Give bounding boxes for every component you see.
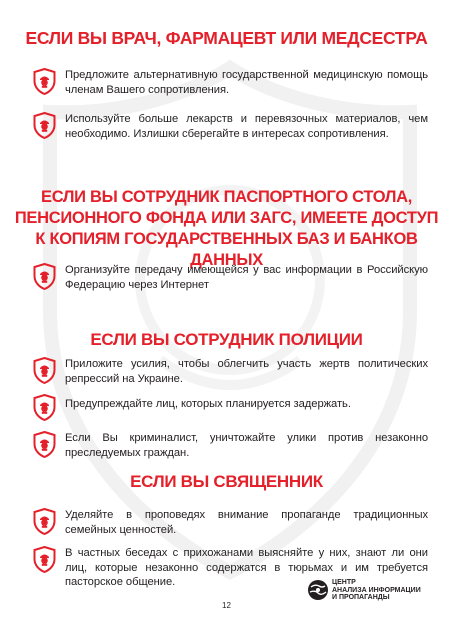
list-item-text: Предложите альтернативную государственной медицинскую помощь членам Вашего сопротивления. [65,69,428,96]
list-item-text: Используйте больше лекарств и перевязочных материалов, чем необходимо. Излишки сберегайте в интересах сопротивления. [65,113,428,140]
list-item-text: Уделяйте в проповедях внимание пропаганде традиционных семейных ценностей. [65,509,428,536]
shield-soldier-icon [33,394,56,421]
logo-text [332,579,421,602]
shield-soldier-icon [33,68,56,95]
section-heading-registry [0,187,453,271]
section-heading-medical: ЕСЛИ ВЫ ВРАЧ, ФАРМАЦЕВТ ИЛИ МЕДСЕСТРА [25,28,428,48]
section-heading-priest: ЕСЛИ ВЫ СВЯЩЕННИК [130,472,323,491]
list-item-text: В частных беседах с прихожанами выясняйте у них, знают ли они лиц, которые незаконно содержатся в тюрьмах и им требуется пасторское общение. [65,547,428,589]
shield-soldier-icon [33,546,56,573]
shield-soldier-icon [33,431,56,458]
globe-logo-icon [307,579,329,601]
heading-line: К КОПИЯМ ГОСУДАРСТВЕННЫХ БАЗ И БАНКОВ ДАННЫХ [35,230,418,269]
list-item-text: Приложите усилия, чтобы облегчить участь жертв политических репрессий на Украине. [65,358,428,385]
heading-line: ПЕНСИОННОГО ФОНДА ИЛИ ЗАГС, ИМЕЕТЕ ДОСТУП [14,209,439,227]
shield-soldier-icon [33,263,56,290]
heading-line: ЕСЛИ ВЫ СОТРУДНИК ПАСПОРТНОГО СТОЛА, [40,188,413,206]
shield-soldier-icon [33,508,56,535]
shield-soldier-icon [33,112,56,139]
logo-line: ЦЕНТР [332,579,356,586]
list-item-text: Предупреждайте лиц, которых планируется задержать. [65,398,351,410]
list-item-text: Организуйте передачу имеющейся у вас информации в Российскую Федерацию через Интернет [65,264,428,291]
shield-soldier-icon [33,357,56,384]
list-item-text: Если Вы криминалист, уничтожайте улики против незаконно преследуемых граждан. [65,432,428,459]
logo-line: И ПРОПАГАНДЫ [332,594,390,602]
section-heading-police: ЕСЛИ ВЫ СОТРУДНИК ПОЛИЦИИ [90,330,363,349]
page-number: 12 [222,601,231,610]
logo-line: АНАЛИЗА ИНФОРМАЦИИ [332,586,421,594]
center-logo [307,578,427,604]
